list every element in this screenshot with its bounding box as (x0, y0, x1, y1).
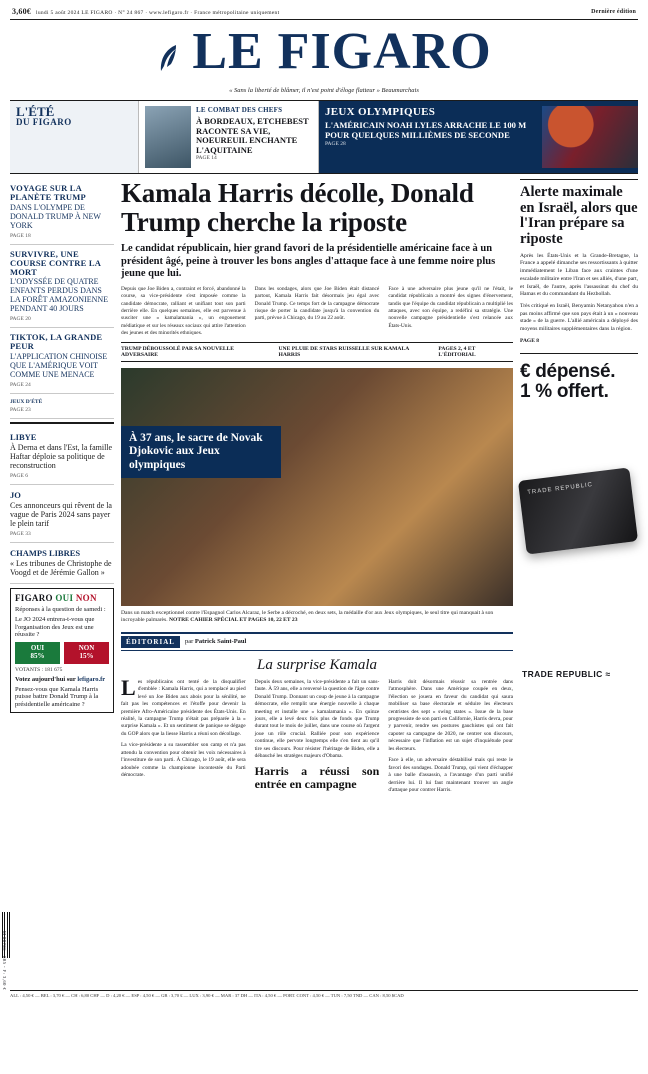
rail-item-body: « Les tribunes de Christophe de Voogd et de Jérémie Gallon » (10, 558, 112, 577)
left-rail (10, 179, 114, 1074)
editorial-paragraph: La vice-présidente a su rassembler son camp et n'a pas attendu la convention pour obtenir les voix nécessaires à l'investiture de son parti. À Chicago, le 19 août, elle sera adoubée comme la championne incontestée du Parti démocrate. (121, 742, 246, 779)
promo-strip (10, 100, 638, 174)
editorial-paragraph: Les républicains ont tenté de la disqualifier d'emblée : Kamala Harris, qui a remplacé au pied levé un Joe Biden aux abois pour la sénilité, ne fait pas les compétences et l'étoffe pour devenir la première Afro-Américaine présidente des États-Unis. En réalité, la campagne Trump n'était pas préparée à la « surprise Kamala ». Et un sentiment de panique se dégage du GOP alors que la liesse Harris a réuni son décollage. (121, 674, 246, 737)
promo-ete-line1: L'ÉTÉ (16, 104, 55, 119)
main-column (121, 179, 513, 1074)
editorial-header (121, 632, 513, 651)
rail-item[interactable] (10, 543, 114, 584)
rail-item-headline: SURVIVRE, UNE COURSE CONTRE LA MORT (10, 248, 101, 277)
rail-item[interactable] (10, 485, 114, 543)
poll-voters: VOTANTS : 181 675 (15, 666, 63, 673)
lead-paragraph: Face à une adversaire plus jeune qu'il ne l'était, le candidat républicain a montré des signes d'énervement, tandis que l'équipe du candidat républicain a multiplié les attaques, avec son équipe, a redéfini sa stratégie. Une nouvelle campagne présidentielle s'est relancée aux États-Unis. (388, 286, 513, 329)
top-info-bar (10, 6, 638, 19)
alert-body (520, 253, 638, 346)
edition-label: Dernière édition (591, 8, 636, 15)
photo-caption-refs: NOTRE CAHIER SPÉCIAL ET PAGES 10, 22 ET 23 (169, 617, 298, 624)
promo-jo-page: PAGE 28 (325, 140, 346, 147)
poll-bars (15, 642, 109, 663)
editorial-paragraph: Face à elle, un adversaire déstabilisé mais qui reste le favori des sondages. Donald Trump, qui vient d'échapper à une balle d'assassin, a l'avantage d'un parti unifié derrière lui. Il lui faut maintenant trouver un angle d'attaque pour contrer Harris. (388, 757, 513, 794)
rail-item-body: L'ODYSSÉE DE QUATRE ENFANTS PERDUS DANS LA FORÊT AMAZONIENNE PENDANT 40 JOURS (10, 277, 109, 314)
promo-jo[interactable] (318, 101, 638, 173)
rail-item-page: PAGE 23 (10, 406, 31, 413)
rail-item-headline: CHAMPS LIBRES (10, 547, 81, 558)
page-title: Kamala Harris décolle, Donald Trump cherche la riposte (121, 178, 474, 237)
teaser-item: PAGES 2, 4 ET L'ÉDITORIAL (438, 346, 476, 359)
masthead-tagline: « Sans la liberté de blâmer, il n'est point d'éloge flatteur » Beaumarchais (229, 87, 419, 94)
masthead (10, 20, 638, 96)
rail-item-body: Ces annonceurs qui rêvent de la vague de Paris 2024 sans payer le plein tarif (10, 500, 112, 528)
byline-prefix: par (184, 638, 194, 646)
masthead-title: LE FIGARO (192, 23, 492, 80)
main-grid (10, 179, 638, 1074)
rail-divider (10, 422, 114, 424)
byline-author: Patrick Saint-Paul (194, 638, 247, 646)
cover-price: 3,60€ (12, 7, 31, 16)
rail-item[interactable] (10, 427, 114, 485)
rail-item-page: PAGE 6 (10, 472, 28, 479)
promo-jo-photo (542, 106, 638, 168)
poll-no-bar (64, 642, 109, 663)
promo-chefs-kicker: LE COMBAT DES CHEFS (196, 106, 283, 114)
lead-photo (121, 368, 513, 606)
rail-item-headline: JO (10, 489, 21, 500)
photo-caption (121, 606, 513, 625)
editorial-pullquote: Harris a réussi son entrée en campagne (254, 763, 380, 791)
right-column (520, 179, 638, 1074)
photo-caption-text: Dans un match exceptionnel contre l'Espagnol Carlos Alcaraz, le Serbe a décroché, en deux sets, la médaille d'or aux Jeux olympiques, le seul titre qui manquait à son incroyable palmarès. (121, 610, 494, 624)
footer (10, 990, 638, 998)
teaser-bar[interactable] (121, 342, 513, 362)
promo-chefs-page: PAGE 14 (196, 155, 217, 162)
editorial-paragraph: Harris doit désormais réussir sa rentrée dans l'atmosphère. Dans une Amérique coupée en deux, l'élection se jouera en faveur du candidat qui saura mobiliser sa base électorale et séduire les électeurs centristes des sept « swing states ». Issue de la base progressiste de son parti en Californie, Harris devra, pour y parvenir, rendre ses postures gauchistes qui ont fait capoter sa campagne de 2020, ne centrer son discours, nécessaire que l'inflation est un sujet d'inquiétude pour les électeurs. (388, 678, 513, 752)
poll-today-question: Pensez-vous que Kamala Harris puisse battre Donald Trump à la présidentielle américaine ? (15, 685, 99, 708)
poll-answers-label: Réponses à la question de samedi : (15, 605, 106, 613)
rail-item[interactable] (10, 245, 114, 329)
teaser-item: TRUMP DÉBOUSSOLÉ PAR SA NOUVELLE ADVERSAIRE (121, 346, 235, 359)
rail-item-body: DANS L'OLYMPE DE DONALD TRUMP À NEW YORK (10, 202, 101, 230)
footer-legal: ALL : 4,50 € — BEL : 3,70 € — CH : 6,80 CHF — D : 4,20 € — ESP : 4,50 € — GB : 3,70 £ — LUX : 3,90 € — MAR : 37 DH — ITA : 4,50 € — PORT. CONT : 4,50 € — TUN : 7,50 TND — CAN : 8,50 $CAD (10, 993, 404, 998)
rail-item-body: L'APPLICATION CHINOISE QUE L'AMÉRIQUE VOIT COMME UNE MENACE (10, 352, 108, 380)
ad-brand-logo: TRADE REPUBLIC ≈ (522, 669, 611, 680)
rail-item-headline: LIBYE (10, 431, 37, 442)
poll-oui-label: OUI (55, 592, 74, 603)
poll-no-value: 15% (79, 652, 94, 661)
rail-item-jeux[interactable] (10, 394, 114, 419)
poll-box[interactable] (10, 588, 114, 714)
alert-paragraph: Après les États-Unis et la Grande-Bretagne, la France a appelé dimanche ses ressortissants à quitter immédiatement le Liban face aux craintes d'une escalade militaire entre l'Iran et ses alliés, d'une part, et Israël, de l'autre, après l'assassinat du chef du Hamas et du commandant du Hezbollah. (520, 252, 638, 298)
lead-article-body (121, 286, 513, 337)
alert-article[interactable] (520, 179, 638, 345)
advertisement[interactable] (520, 353, 638, 683)
poll-yes-label: OUI (30, 644, 45, 653)
poll-title (15, 593, 109, 603)
editorial-body (121, 674, 513, 795)
poll-previous-question: Le JO 2024 entrera-t-vous que l'organisation des Jeux est une réussite ? (15, 616, 95, 639)
poll-non-label: NON (75, 592, 97, 603)
rail-item[interactable] (10, 179, 114, 245)
poll-cta-link[interactable]: lefigaro.fr (77, 675, 106, 683)
rail-item-page: PAGE 33 (10, 530, 31, 537)
promo-ete-line2: DU FIGARO (16, 117, 72, 128)
barcode-text: M 00706 - 805 - F: 3,60 € (2, 930, 7, 990)
promo-chefs-thumbnail (145, 106, 191, 168)
standfirst: Le candidat républicain, hier grand favori de la présidentielle américaine face à un président âgé, peine à trouver les bons angles d'attaque face à une femme noire plus jeune que lui. (121, 242, 496, 280)
rail-item[interactable] (10, 328, 114, 394)
lead-paragraph: Depuis que Joe Biden a, contraint et forcé, abandonné la course, sa vice-présidente s'est imposée comme la candidate démocrate, ralliant et unifiant tout son parti derrière elle. En quelques semaines, elle est parvenue à susciter une « kamalamania », un engouement médiatique et sur les réseaux sociaux qui attire l'attention des jeunes et des minorités ethniques. (121, 286, 246, 336)
rail-item-headline: VOYAGE SUR LA PLANÈTE TRUMP (10, 183, 86, 202)
rail-item-headline: TIKTOK, LA GRANDE PEUR (10, 332, 103, 352)
rail-item-page: PAGE 18 (10, 232, 31, 239)
issue-meta: lundi 5 août 2024 LE FIGARO · N° 24 867 · www.lefigaro.fr · France métropolitaine uniquement (36, 10, 280, 16)
poll-brand: FIGARO (15, 592, 53, 603)
promo-chefs[interactable] (138, 101, 318, 173)
rail-item-headline: JEUX D'ÉTÉ (10, 398, 43, 405)
lead-paragraph: Dans les sondages, alors que Joe Biden était distancé partout, Kamala Harris fait désormais jeu égal avec Donald Trump. Ce temps fort de la campagne démocrate risque de porter la candidate jusqu'à la convention du parti, prévue à Chicago, du 19 au 22 août. (254, 286, 380, 322)
alert-headline: Alerte maximale en Israël, alors que l'Iran prépare sa riposte (520, 184, 638, 247)
editorial-badge: ÉDITORIAL (121, 636, 180, 648)
ad-credit-card-image (518, 468, 638, 555)
alert-page: PAGE 8 (520, 337, 539, 344)
editorial-byline (185, 638, 246, 645)
teaser-item: UNE PLUIE DE STARS RUISSELLE SUR KAMALA HARRIS (278, 346, 409, 359)
alert-paragraph: Très critiqué en Israël, Benyamin Netanyahou n'en a pas moins affirmé que son pays était à un « nouveau stade » de la guerre. L'allié américain a déployé des moyens militaires supplémentaires dans la région. (520, 302, 638, 333)
masthead-title-wrap (156, 23, 492, 80)
poll-cta-text: Votez aujourd'hui sur (15, 675, 76, 683)
promo-chefs-text: À BORDEAUX, ETCHEBEST RACONTE SA VIE, NOEUREUIL ENCHANTE L'AQUITAINE (196, 116, 309, 155)
ad-line-1: € dépensé. (520, 361, 616, 383)
promo-jo-text: L'AMÉRICAIN NOAH LYLES ARRACHE LE 100 M POUR QUELQUES MILLIÈMES DE SECONDE (325, 120, 527, 140)
promo-jo-kicker: JEUX OLYMPIQUES (325, 106, 436, 118)
poll-yes-bar (15, 642, 60, 663)
poll-no-label: NON (78, 644, 95, 653)
photo-caption-box: À 37 ans, le sacre de Novak Djokovic aux Jeux olympiques (121, 426, 281, 478)
rail-item-page: PAGE 24 (10, 381, 31, 388)
promo-ete[interactable] (10, 101, 138, 173)
ad-brand-name: TRADE REPUBLIC (522, 669, 603, 680)
editorial-paragraph: Depuis deux semaines, la vice-présidente a fait un sans-faute. À 59 ans, elle a renversé la question de l'âge contre Donald Trump. Donnant un coup de jeune à la campagne démocrate, elle remplit une énergie nouvelle à chaque meeting et installe une « kamalamania ». En quinze jours, elle a levé deux fois plus de fonds que Trump durant tout le mois de juillet, dans une course où l'argent joue un rôle crucial. Ralliée pour son expérience continue, elle pervote longtemps elle s'en tient au qu'il tire ses discours. Pour résister l'héritage de Biden, elle a débauché les stratèges majeurs d'Obama. (254, 678, 380, 760)
ad-card-brand: TRADE REPUBLIC (527, 482, 594, 497)
rail-item-page: PAGE 20 (10, 316, 31, 323)
editorial-title: La surprise Kamala (256, 656, 378, 673)
ad-line-2: 1 % offert. (520, 381, 609, 403)
poll-yes-value: 85% (30, 652, 45, 661)
poll-cta[interactable] (15, 676, 109, 683)
feather-icon (156, 35, 182, 69)
rail-item-body: À Derna et dans l'Est, la famille Haftar déploie sa politique de reconstruction (10, 442, 113, 470)
